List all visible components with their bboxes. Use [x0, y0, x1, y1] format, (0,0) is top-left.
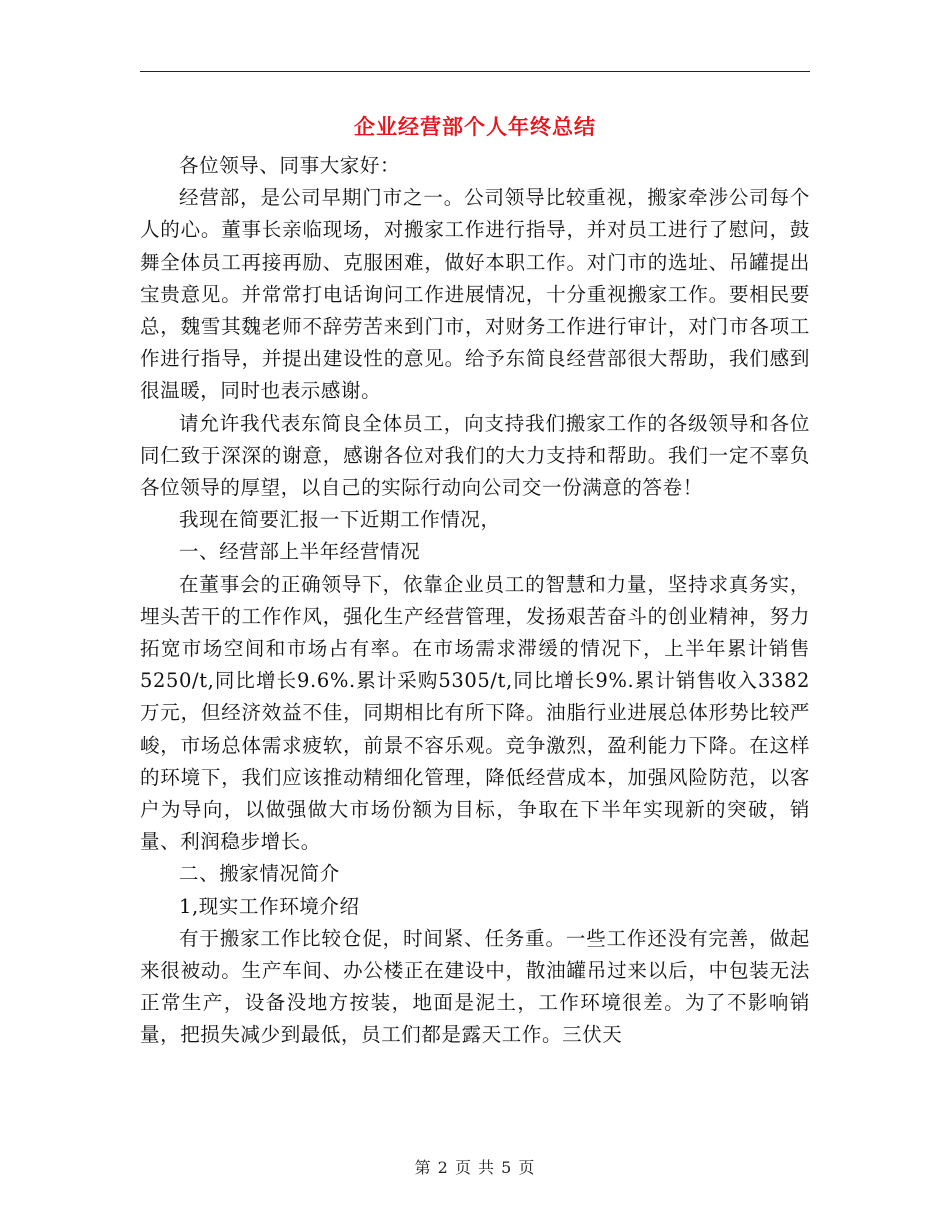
document-body [140, 150, 810, 1052]
header-rule [140, 71, 810, 72]
paragraph-intro: 经营部，是公司早期门市之一。公司领导比较重视，搬家牵涉公司每个人的心。董事长亲临现场，对搬家工作进行指导，并对员工进行了慰问，鼓舞全体员工再接再励、克服困难，做好本职工作。对门市的选址、吊罐提出宝贵意见。并常常打电话询问工作进展情况，十分重视搬家工作。要相民要总，魏雪其魏老师不辞劳苦来到门市，对财务工作进行审计，对门市各项工作进行指导，并提出建设性的意见。给予东简良经营部很大帮助，我们感到很温暖，同时也表示感谢。 [140, 186, 810, 403]
paragraph-greeting: 各位领导、同事大家好： [179, 154, 401, 177]
paragraph-operations: 在董事会的正确领导下，依靠企业员工的智慧和力量，坚持求真务实，埋头苦干的工作作风，强化生产经营管理，发扬艰苦奋斗的创业精神，努力拓宽市场空间和市场占有率。在市场需求滞缓的情况下，上半年累计销售5250/t,同比增长9.6%.累计采购5305/t,同比增长9%.累计销售收入3382万元，但经济效益不佳，同期相比有所下降。油脂行业进展总体形势比较严峻，市场总体需求疲软，前景不容乐观。竞争激烈，盈利能力下降。在这样的环境下，我们应该推动精细化管理，降低经营成本，加强风险防范，以客户为导向，以做强做大市场份额为目标，争取在下半年实现新的突破，销量、利润稳步增长。 [140, 572, 810, 854]
subsection-heading-1: 1,现实工作环境介绍 [179, 894, 360, 918]
page-indicator: 第 2 页 共 5 页 [414, 1158, 536, 1177]
paragraph-thanks: 请允许我代表东简良全体员工，向支持我们搬家工作的各级领导和各位同仁致于深深的谢意，感谢各位对我们的大力支持和帮助。我们一定不辜负各位领导的厚望，以自己的实际行动向公司交一份满意的答卷！ [140, 411, 810, 500]
paragraph-environment: 有于搬家工作比较仓促，时间紧、任务重。一些工作还没有完善，做起来很被动。生产车间、办公楼正在建设中，散油罐吊过来以后，中包装无法正常生产，设备没地方按装，地面是泥土，工作环境很差。为了不影响销量，把损失减少到最低，员工们都是露天工作。三伏天 [140, 926, 810, 1047]
paragraph-report-lead: 我现在简要汇报一下近期工作情况， [179, 508, 501, 532]
document-title: 企业经营部个人年终总结 [354, 114, 596, 139]
section-heading-2: 二、搬家情况简介 [179, 862, 340, 886]
section-heading-1: 一、经营部上半年经营情况 [179, 540, 421, 564]
